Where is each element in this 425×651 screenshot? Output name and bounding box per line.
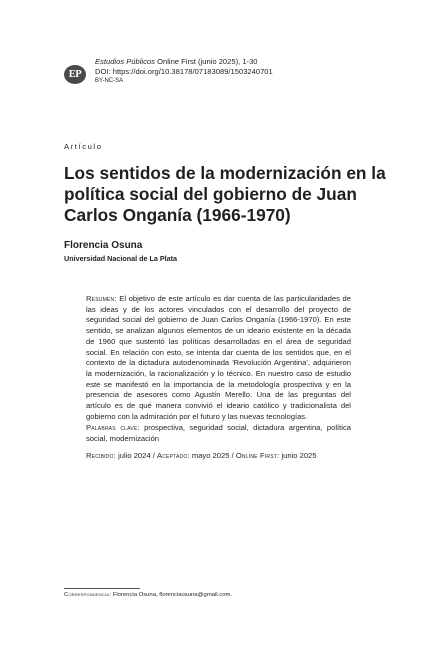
- dates-line: [86, 451, 351, 462]
- online-label: Online First:: [235, 450, 280, 460]
- keywords-text: prospectiva, seguridad social, dictadura argentina, política social, modernización: [86, 423, 351, 444]
- license-label: BY-NC-SA: [95, 78, 124, 84]
- dates-separator: /: [152, 450, 155, 460]
- article-title: Los sentidos de la modernización en la política social del gobierno de Juan Carlos Onganía (1966-1970): [64, 163, 386, 225]
- author-name: Florencia Osuna: [64, 240, 143, 251]
- correspondence-footnote: [64, 592, 232, 598]
- keywords-label: Palabras clave:: [86, 423, 140, 433]
- journal-logo: EP: [64, 65, 86, 84]
- section-label: Artículo: [64, 142, 103, 151]
- doi-link[interactable]: DOI: https://doi.org/10.38178/07183089/1503240701: [95, 67, 273, 76]
- correspondence-text: Florencia Osuna, florenciaosuna@gmail.com.: [112, 592, 233, 598]
- accepted-label: Aceptado:: [156, 450, 190, 460]
- abstract-block: [86, 294, 351, 462]
- abstract-label: Resumen:: [86, 294, 117, 303]
- keywords-paragraph: [86, 423, 351, 444]
- received-date: julio 2024: [118, 450, 151, 460]
- journal-header: [95, 57, 273, 86]
- journal-citation-line: [95, 57, 273, 67]
- received-label: Recibido:: [86, 450, 116, 460]
- abstract-paragraph: [86, 294, 351, 422]
- author-affiliation: Universidad Nacional de La Plata: [64, 254, 178, 263]
- online-date: junio 2025: [281, 450, 317, 460]
- accepted-date: mayo 2025: [191, 450, 230, 460]
- footnote-divider: [64, 588, 140, 589]
- correspondence-label: Correspondencia:: [64, 592, 112, 598]
- journal-name: Estudios Públicos: [95, 57, 155, 66]
- dates-separator: /: [231, 450, 234, 460]
- abstract-text: El objetivo de este artículo es dar cuenta de las particularidades de las ideas y de los actores vinculados con el desarrollo del proyecto de seguridad social del gobierno de Juan Carlos Onganía (1966-1970). En este sentido, se analizan algunos elementos de un ideario existente en la década de 1960 que sustentó las políticas desarrolladas en el área de seguridad social. En relación con esto, se intenta dar cuenta de los sentidos que, en el contexto de la dictadura autodenominada 'Revolución Argentina', adquirieron la modernización, la racionalización y lo técnico. En nuestro caso de estudio este se manifestó en la importancia de la metodología prospectiva y en la presencia de asesores como Agustín Merello. Una de las preguntas del artículo es de qué manera convivió el ideario católico y tradicionalista del gobierno con la admiración por el futuro y las nuevas tecnologías.: [86, 294, 351, 421]
- issue-info: Online First (junio 2025), 1-30: [157, 57, 258, 66]
